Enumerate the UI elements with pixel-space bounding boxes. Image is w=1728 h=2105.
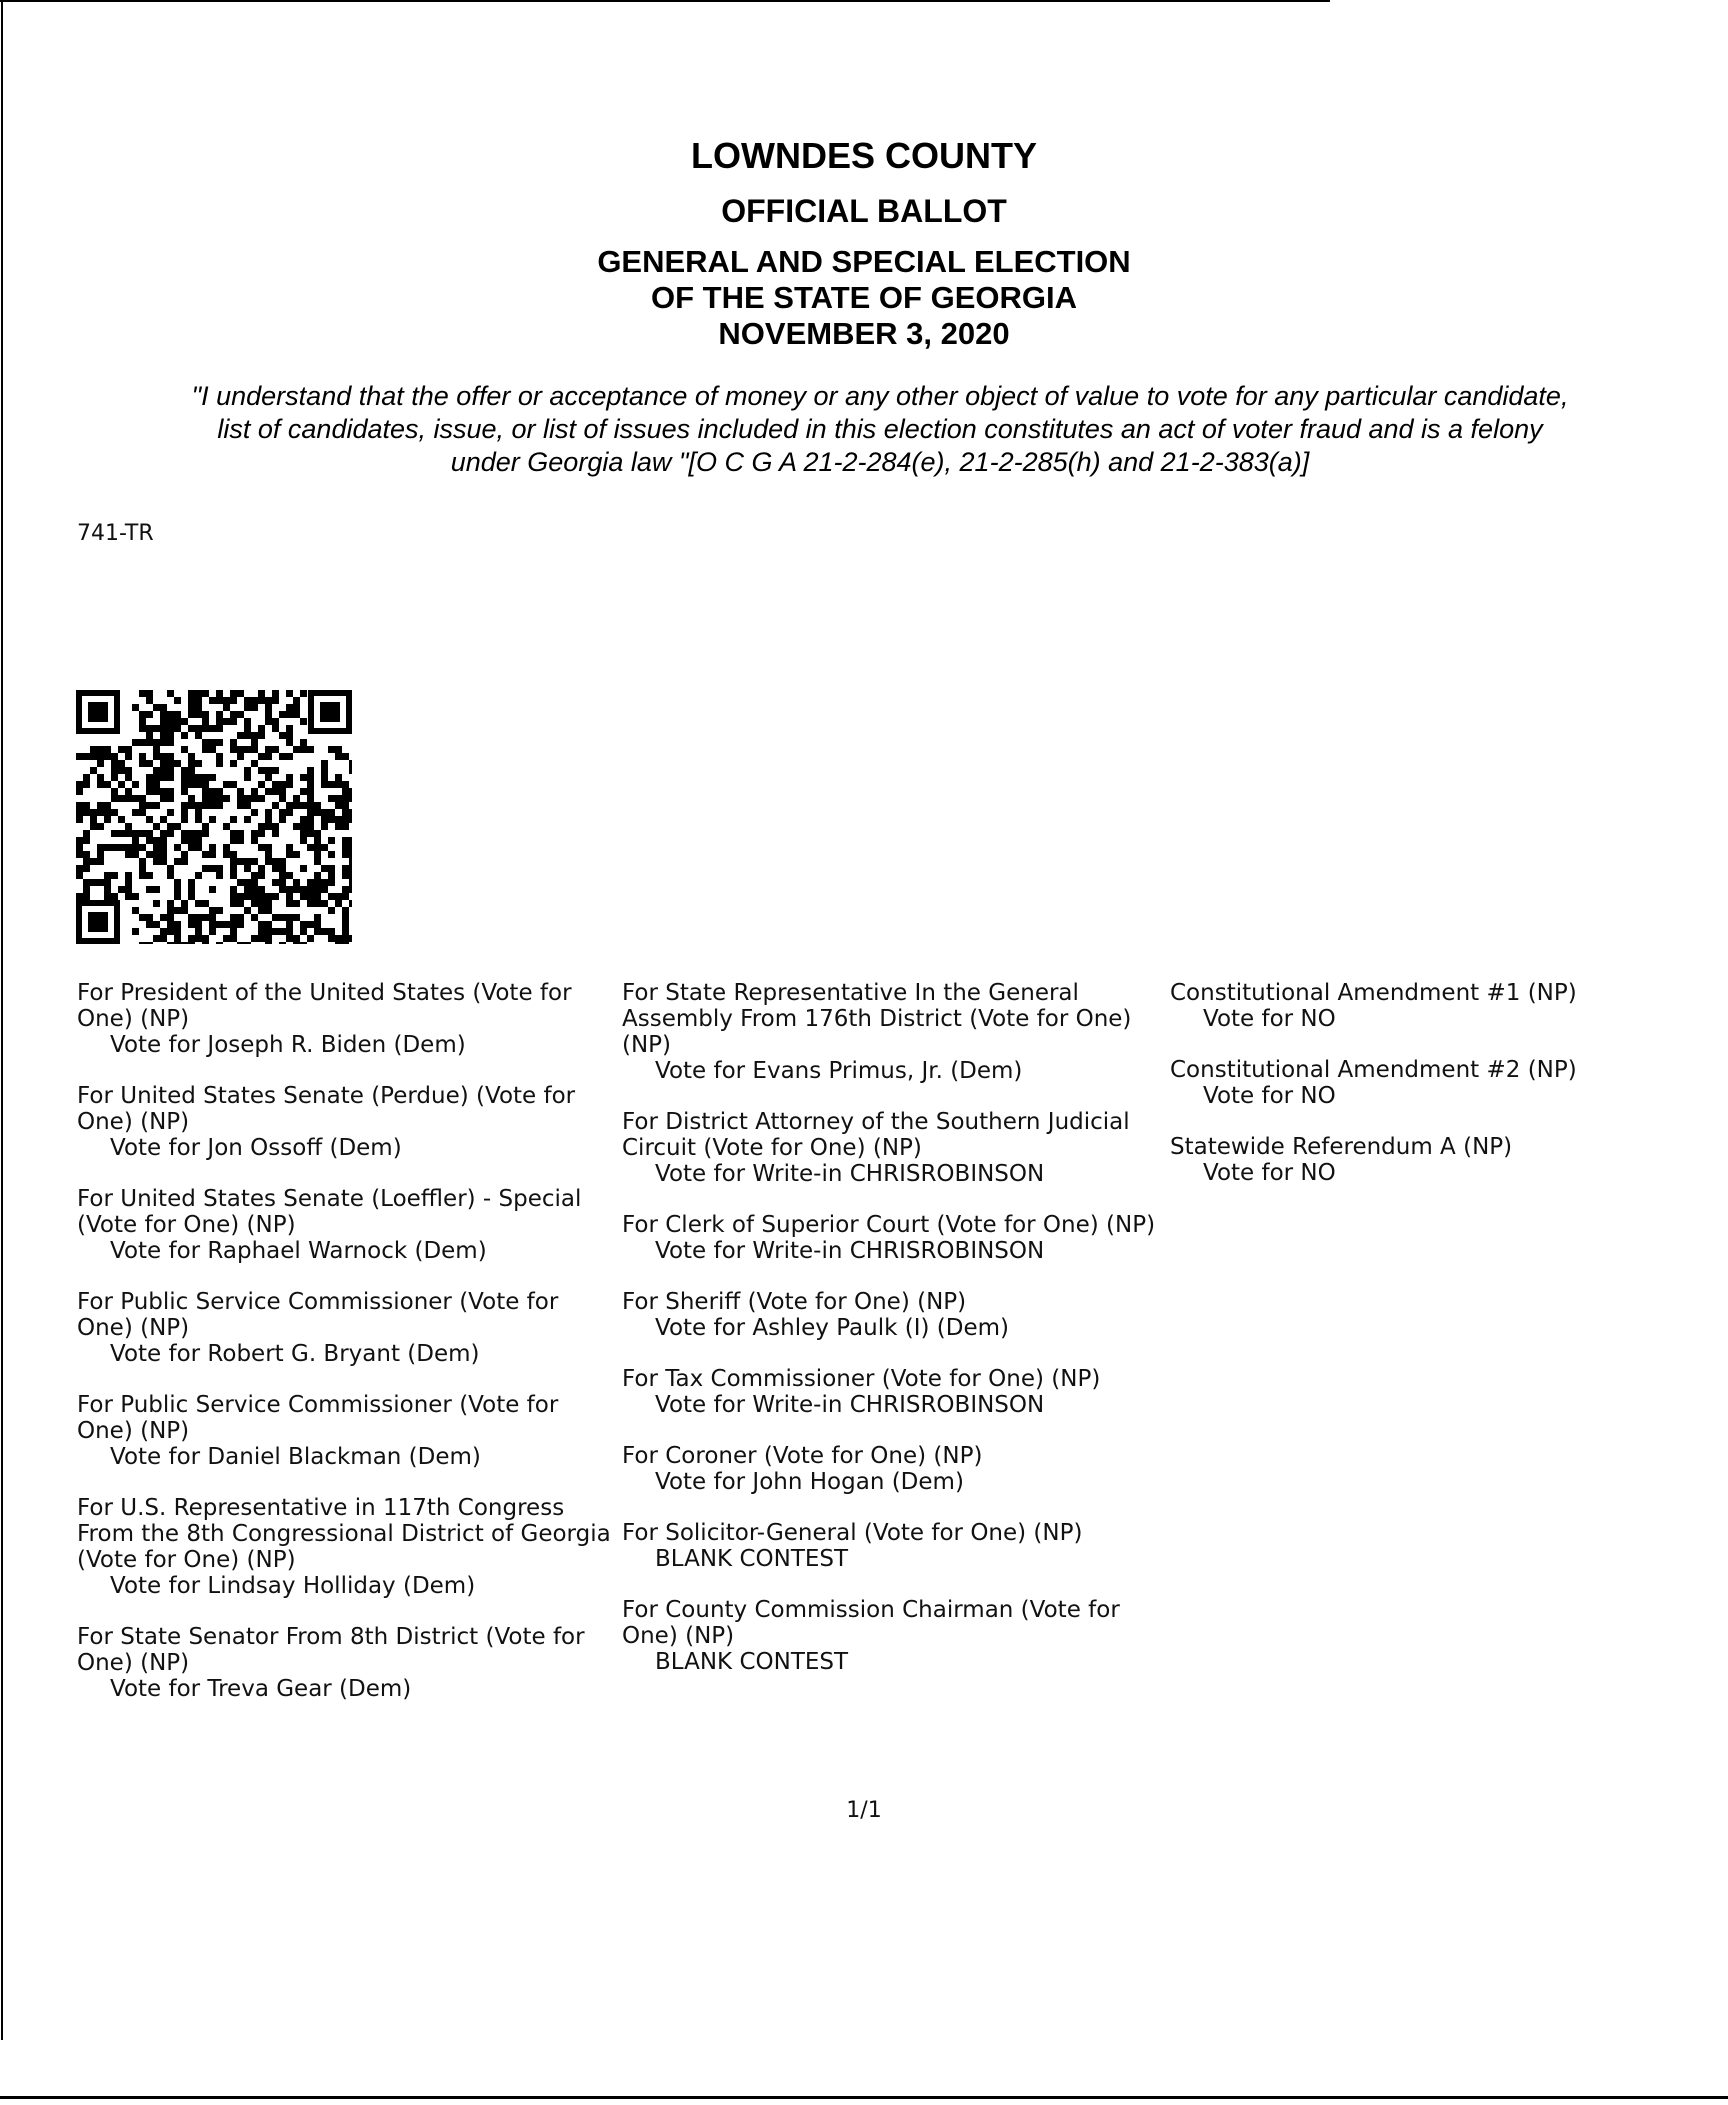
contest-item bbox=[77, 1392, 617, 1470]
contest-item bbox=[77, 980, 617, 1058]
contest-title: For Tax Commissioner (Vote for One) (NP) bbox=[622, 1366, 1101, 1392]
contest-item bbox=[77, 1083, 617, 1161]
contest-selection: Vote for Write-in CHRISROBINSON bbox=[655, 1161, 1045, 1187]
contest-title: For Public Service Commissioner (Vote for One) (NP) bbox=[77, 1392, 559, 1444]
ballot-column-3 bbox=[1170, 980, 1710, 1211]
contest-title: For State Senator From 8th District (Vote for One) (NP) bbox=[77, 1624, 585, 1676]
page-number: 1/1 bbox=[846, 1798, 882, 1823]
contest-selection: Vote for NO bbox=[1203, 1006, 1336, 1032]
contest-title: For Coroner (Vote for One) (NP) bbox=[622, 1443, 983, 1469]
contest-selection: BLANK CONTEST bbox=[655, 1649, 849, 1675]
contest-selection: Vote for John Hogan (Dem) bbox=[655, 1469, 964, 1495]
contest-item bbox=[622, 1109, 1162, 1187]
contest-title: For President of the United States (Vote for One) (NP) bbox=[77, 980, 572, 1032]
contest-title: For Sheriff (Vote for One) (NP) bbox=[622, 1289, 967, 1315]
contest-title: Constitutional Amendment #1 (NP) bbox=[1170, 980, 1577, 1006]
oath-line-3: under Georgia law "[O C G A 21-2-284(e), 21-2-285(h) and 21-2-383(a)] bbox=[450, 447, 1310, 477]
contest-item bbox=[77, 1289, 617, 1367]
contest-item bbox=[622, 1520, 1162, 1572]
contest-item bbox=[77, 1624, 617, 1702]
ballot-column-2 bbox=[622, 980, 1162, 1700]
contest-item bbox=[622, 1289, 1162, 1341]
contest-selection: Vote for Write-in CHRISROBINSON bbox=[655, 1392, 1045, 1418]
contest-title: Statewide Referendum A (NP) bbox=[1170, 1134, 1513, 1160]
contest-item bbox=[77, 1186, 617, 1264]
contest-title: For Public Service Commissioner (Vote for One) (NP) bbox=[77, 1289, 559, 1341]
oath-line-1: "I understand that the offer or acceptance of money or any other object of value to vote for any particular candidate, bbox=[191, 381, 1569, 411]
contest-title: For United States Senate (Loeffler) - Special (Vote for One) (NP) bbox=[77, 1186, 582, 1238]
contest-selection: Vote for Treva Gear (Dem) bbox=[110, 1676, 412, 1702]
contest-selection: Vote for Joseph R. Biden (Dem) bbox=[110, 1032, 466, 1058]
ballot-header bbox=[0, 135, 1728, 352]
ballot-column-1 bbox=[77, 980, 617, 1727]
contest-selection: Vote for Write-in CHRISROBINSON bbox=[655, 1238, 1045, 1264]
contest-selection: Vote for NO bbox=[1203, 1160, 1336, 1186]
contest-item bbox=[622, 1366, 1162, 1418]
county-title: LOWNDES COUNTY bbox=[691, 135, 1037, 176]
contest-selection: Vote for Robert G. Bryant (Dem) bbox=[110, 1341, 480, 1367]
election-line-1: GENERAL AND SPECIAL ELECTION bbox=[597, 244, 1131, 279]
contest-item bbox=[1170, 1057, 1710, 1109]
contest-item bbox=[1170, 1134, 1710, 1186]
election-date: NOVEMBER 3, 2020 bbox=[718, 316, 1010, 351]
oath-line-2: list of candidates, issue, or list of issues included in this election constitutes an act of voter fraud and is a felony bbox=[217, 414, 1543, 444]
top-border bbox=[0, 0, 1330, 2]
contest-selection: Vote for Ashley Paulk (I) (Dem) bbox=[655, 1315, 1009, 1341]
contest-selection: Vote for Jon Ossoff (Dem) bbox=[110, 1135, 402, 1161]
election-line-2: OF THE STATE OF GEORGIA bbox=[651, 280, 1077, 315]
ballot-type: OFFICIAL BALLOT bbox=[721, 193, 1007, 229]
contest-item bbox=[622, 980, 1162, 1084]
ballot-style-id: 741-TR bbox=[77, 521, 154, 546]
contest-selection: BLANK CONTEST bbox=[655, 1546, 849, 1572]
contest-title: Constitutional Amendment #2 (NP) bbox=[1170, 1057, 1577, 1083]
contest-title: For Clerk of Superior Court (Vote for One) (NP) bbox=[622, 1212, 1156, 1238]
contest-title: For District Attorney of the Southern Judicial Circuit (Vote for One) (NP) bbox=[622, 1109, 1130, 1161]
contest-item bbox=[622, 1212, 1162, 1264]
contest-item bbox=[1170, 980, 1710, 1032]
contest-selection: Vote for Raphael Warnock (Dem) bbox=[110, 1238, 487, 1264]
contest-item bbox=[622, 1597, 1162, 1675]
contest-selection: Vote for Daniel Blackman (Dem) bbox=[110, 1444, 481, 1470]
contest-selection: Vote for Lindsay Holliday (Dem) bbox=[110, 1573, 476, 1599]
contest-title: For County Commission Chairman (Vote for One) (NP) bbox=[622, 1597, 1120, 1649]
contest-title: For U.S. Representative in 117th Congress From the 8th Congressional District of Georgia (Vote for One) (NP) bbox=[77, 1495, 611, 1573]
bottom-border bbox=[0, 2096, 1728, 2099]
contest-title: For State Representative In the General Assembly From 176th District (Vote for One) (NP) bbox=[622, 980, 1132, 1058]
contest-item bbox=[622, 1443, 1162, 1495]
election-title bbox=[0, 244, 1728, 352]
qr-code bbox=[76, 690, 352, 944]
contest-title: For Solicitor-General (Vote for One) (NP) bbox=[622, 1520, 1083, 1546]
contest-title: For United States Senate (Perdue) (Vote for One) (NP) bbox=[77, 1083, 576, 1135]
voter-fraud-statement bbox=[60, 380, 1700, 479]
contest-selection: Vote for Evans Primus, Jr. (Dem) bbox=[655, 1058, 1023, 1084]
contest-item bbox=[77, 1495, 617, 1599]
contest-selection: Vote for NO bbox=[1203, 1083, 1336, 1109]
